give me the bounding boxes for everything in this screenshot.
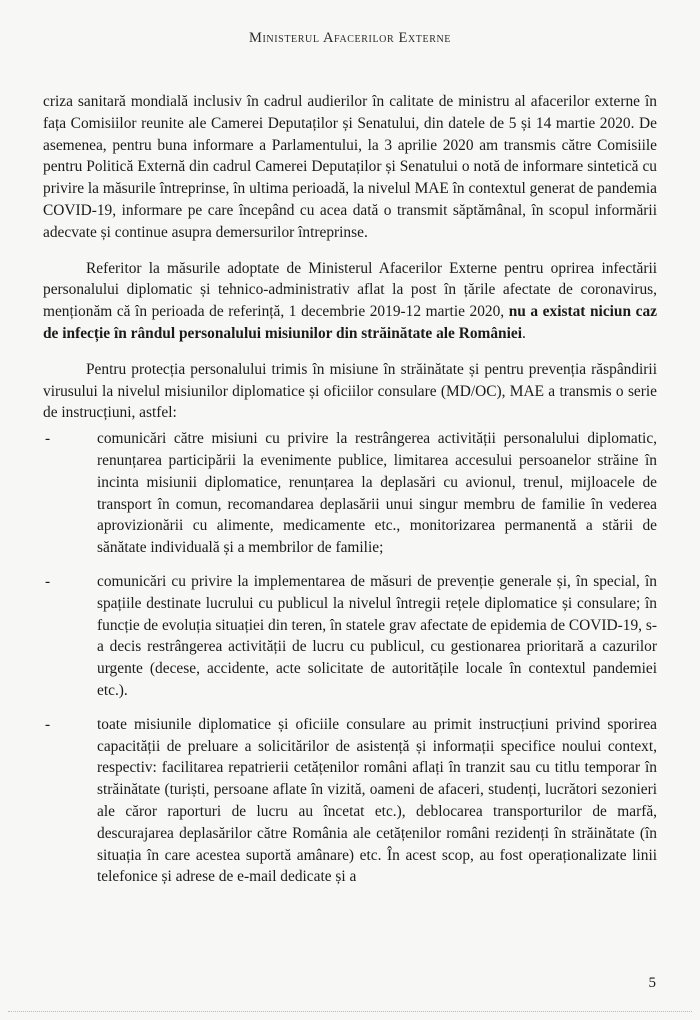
document-body: [43, 91, 657, 900]
list-item: [43, 714, 657, 888]
bullet-dash: -: [45, 430, 51, 448]
paragraph-end: .: [522, 324, 526, 342]
paragraph-continuation: criza sanitară mondială inclusiv în cadrul audierilor în calitate de ministru al afacerilor externe în fața Comisiilor reunite ale Camerei Deputaților și Senatului, din datele de 5 și 14 martie 2020. De asemenea, pentru buna informare a Parlamentului, la 3 aprilie 2020 am transmis către Comisiile pentru Politică Externă din cadrul Camerei Deputaților și Senatului o notă de informare sintetică cu privire la măsurile întreprinse, în ultima perioadă, la nivelul MAE în contextul generat de pandemia COVID-19, informare pe care începând cu acea dată o transmit săptămânal, în scopul informării adecvate și continue asupra demersurilor întreprinse.: [43, 93, 657, 241]
page-number: 5: [648, 975, 656, 991]
list-item-text: comunicări către misiuni cu privire la restrângerea activității personalului diplomatic, renunțarea participării la evenimente publice, limitarea accesului persoanelor străine în incinta misiunii diplomatice, renunțarea la deplasări cu avionul, trenul, mijloacele de transport în comun, recomandarea deplasării unui singur membru de familie în vederea aprovizionării cu alimente, medicamente etc., monitorizarea permanentă a stării de sănătate individuală și a membrilor de familie;: [97, 430, 657, 557]
page-header: Ministerul Afacerilor Externe: [249, 30, 451, 46]
bold-statement: nu a existat niciun caz de infecție în rândul personalului misiunilor din străinătate ale României: [43, 303, 657, 342]
scan-edge-divider: [8, 1011, 692, 1012]
paragraph-infection-report: [43, 258, 657, 345]
list-item-text: comunicări cu privire la implementarea de măsuri de prevenție generale și, în special, în spațiile destinate lucrului cu publicul la nivelul întregii rețele diplomatice și consulare; în funcție de evoluția situației din teren, în statele grav afectate de epidemia de COVID-19, s-a decis restrângerea activității de lucru cu publicul, cu gestionarea prioritară a cazurilor urgente (decese, accidente, acte solicitate de autoritățile locale în contextul pandemiei etc.).: [97, 572, 657, 699]
instructions-list: [43, 428, 657, 888]
list-item: [43, 428, 657, 559]
paragraph-instructions-intro: Pentru protecția personalului trimis în misiune în străinătate și pentru prevenția răspândirii virusului la nivelul misiunilor diplomatice și oficiilor consulare (MD/OC), MAE a transmis o serie de instrucțiuni, astfel:: [43, 360, 657, 422]
paragraph-text: Referitor la măsurile adoptate de Ministerul Afacerilor Externe pentru oprirea infectării personalului diplomatic și tehnico-administrativ aflat la post în țările afectate de coronavirus, menționăm că în perioada de referință, 1 decembrie 2019-12 martie 2020,: [43, 259, 657, 321]
list-item-text: toate misiunile diplomatice și oficiile consulare au primit instrucțiuni privind sporirea capacității de preluare a solicitărilor de asistență și informații specifice noului context, respectiv: facilitarea repatrierii cetățenilor români aflați în tranzit sau cu titlu temporar în străinătate (turiști, persoane aflate în vizită, oameni de afaceri, studenți, lucrători sezonieri ale căror raporturi de lucru au încetat etc.), deblocarea transporturilor de marfă, descurajarea deplasărilor către România ale cetățenilor români rezidenți în străinătate (în situația în care acestea suportă amânare) etc. În acest scop, au fost operaționalizate linii telefonice și adrese de e-mail dedicate și a: [97, 715, 657, 886]
bullet-dash: -: [45, 715, 51, 733]
list-item: [43, 571, 657, 702]
bullet-dash: -: [45, 572, 51, 590]
